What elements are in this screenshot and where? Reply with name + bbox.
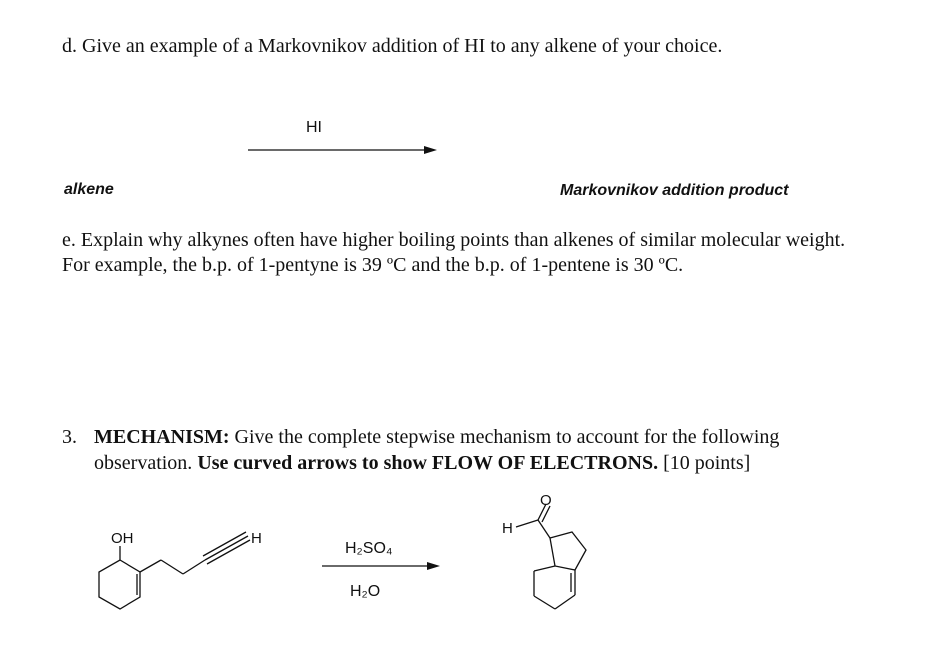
question-3-number: 3. — [62, 426, 77, 448]
mechanism-heading: MECHANISM: — [94, 426, 230, 448]
mechanism-text1: Give the complete stepwise mechanism to account for the following — [229, 426, 780, 448]
label-alkene: alkene — [64, 181, 114, 198]
reagent-h2o: H₂O — [350, 583, 381, 600]
reagent-h2so4: H₂SO₄ — [345, 540, 393, 557]
carbonyl-o-label: O — [540, 492, 552, 509]
mechanism-text2a: observation. — [94, 452, 198, 474]
reagent-hi: HI — [306, 119, 322, 136]
aldehyde-h-label: H — [502, 520, 513, 537]
question-d: d. Give an example of a Markovnikov addition of HI to any alkene of your choice. — [62, 35, 723, 57]
mechanism-text2b: Use curved arrows to show FLOW OF ELECTRONS. — [197, 452, 659, 474]
hydroxyl-label: OH — [111, 530, 134, 547]
question-e-line1: e. Explain why alkynes often have higher boiling points than alkenes of similar molecular weight. — [62, 229, 846, 251]
label-product: Markovnikov addition product — [560, 182, 789, 199]
question-e-line2: For example, the b.p. of 1-pentyne is 39 ºC and the b.p. of 1-pentene is 30 ºC. — [62, 254, 684, 276]
mechanism-text2c: [10 points] — [658, 452, 751, 474]
alkyne-h-label: H — [251, 530, 262, 547]
